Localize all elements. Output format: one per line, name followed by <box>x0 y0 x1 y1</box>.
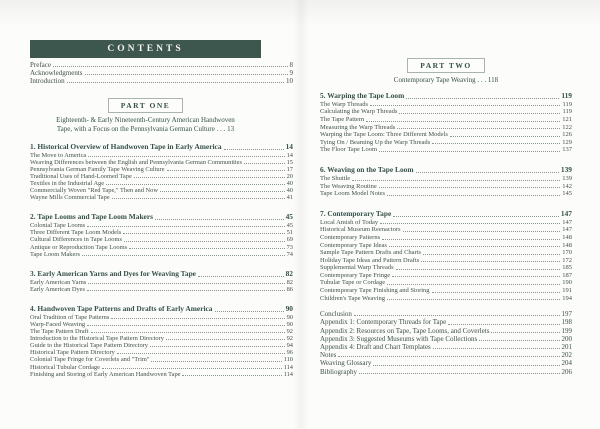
toc-subentry-title: Tape Loom Makers <box>30 250 80 258</box>
contents-banner: CONTENTS <box>30 40 261 58</box>
toc-subentry-title: Commercially Woven "Red Tape," Then and Now <box>30 187 158 195</box>
toc-subentry-page: 110 <box>283 356 293 364</box>
toc-subentry-title: Contemporary Tape Finishing and Storing <box>320 287 430 295</box>
dot-leader <box>370 105 561 106</box>
toc-subentry-title: The Warp Threads <box>320 100 368 108</box>
toc-subentry-title: Contemporary Tape Ideas <box>320 241 387 249</box>
toc-subentry-title: Tape Loom Model Notes <box>320 190 386 198</box>
toc-chapter-subentries <box>30 314 293 378</box>
toc-subentry <box>30 244 293 251</box>
dot-leader <box>397 128 560 129</box>
toc-subentry-page: 14 <box>286 151 293 159</box>
toc-chapter-heading <box>30 212 293 222</box>
toc-chapter-page: 45 <box>285 212 293 222</box>
toc-chapter <box>320 209 572 303</box>
toc-subentry <box>320 279 572 287</box>
dot-leader <box>182 375 281 376</box>
toc-subentry-page: 139 <box>562 174 572 182</box>
toc-subentry <box>30 356 293 363</box>
dot-leader <box>111 318 284 319</box>
right-page <box>320 55 572 376</box>
toc-subentry <box>320 287 572 295</box>
toc-subentry <box>30 180 293 187</box>
toc-subentry-page: 69 <box>286 236 293 244</box>
toc-entry-title: Preface <box>30 61 51 69</box>
toc-subentry-title: The Weaving Routine <box>320 182 377 190</box>
toc-subentry-title: Weaving Differences between the English and Pennsylvania German Communities <box>30 158 242 166</box>
dot-leader <box>491 332 559 333</box>
toc-subentry-page: 142 <box>562 182 572 190</box>
toc-chapter-title: 6. Weaving on the Tape Loom <box>320 164 414 174</box>
toc-backmatter-entry <box>320 351 572 359</box>
toc-chapter-title: 3. Early American Yarns and Dyes for Weaving Tape <box>30 268 196 278</box>
toc-subentry-page: 190 <box>562 279 572 287</box>
part-two-header <box>320 55 572 85</box>
toc-subentry-page: 86 <box>286 285 293 293</box>
dot-leader <box>124 241 285 242</box>
toc-entry-page: 8 <box>289 61 293 69</box>
toc-chapter <box>30 269 293 293</box>
toc-subentry-page: 121 <box>562 115 572 123</box>
dot-leader <box>338 356 559 357</box>
toc-subentry-page: 187 <box>562 271 572 279</box>
toc-backmatter-entry <box>320 359 572 367</box>
toc-entry-title: Appendix 4: Draft and Chart Templates <box>320 343 431 352</box>
toc-subentry <box>30 152 293 159</box>
part-one-label: PART ONE <box>108 98 184 113</box>
toc-subentry-title: Oral Tradition of Tape Patterns <box>30 313 110 321</box>
dot-leader <box>215 311 284 312</box>
toc-subentry-title: Cultural Differences in Tape Looms <box>30 236 122 244</box>
toc-subentry-page: 82 <box>286 278 293 286</box>
toc-chapter-page: 139 <box>560 164 572 174</box>
toc-subentry <box>320 108 572 116</box>
dot-leader <box>85 74 288 75</box>
toc-chapter <box>320 165 572 198</box>
dot-leader <box>393 216 559 217</box>
toc-subentry <box>30 279 293 286</box>
toc-entry-title: Appendix 3: Suggested Museums with Tape Collections <box>320 334 478 343</box>
toc-entry <box>30 77 293 85</box>
dot-leader <box>379 151 560 152</box>
toc-subentry <box>320 146 572 154</box>
toc-subentry-page: 119 <box>562 100 572 108</box>
toc-subentry-page: 90 <box>286 313 293 321</box>
dot-leader <box>450 136 560 137</box>
toc-subentry-page: 129 <box>562 138 572 146</box>
toc-subentry <box>320 249 572 257</box>
toc-subentry-title: Contemporary Tape Fringe <box>320 271 391 279</box>
toc-chapter <box>30 142 293 202</box>
toc-subentry-page: 92 <box>286 335 293 343</box>
toc-subentry-page: 126 <box>562 131 572 139</box>
toc-subentry <box>30 335 293 342</box>
toc-chapter-page: 82 <box>285 268 293 278</box>
toc-subentry <box>320 257 572 265</box>
toc-subentry <box>320 272 572 280</box>
dot-leader <box>224 149 284 150</box>
toc-chapter-title: 2. Tape Looms and Tape Loom Makers <box>30 212 153 222</box>
toc-backmatter-entry <box>320 310 572 318</box>
toc-subentry <box>30 328 293 335</box>
dot-leader <box>373 365 559 366</box>
dot-leader <box>479 340 559 341</box>
toc-chapter-title: 1. Historical Overview of Handwoven Tape in Early America <box>30 141 222 151</box>
toc-subentry-page: 185 <box>562 264 572 272</box>
dot-leader <box>87 290 285 291</box>
toc-chapter-heading <box>30 269 293 279</box>
dot-leader <box>433 348 560 349</box>
dot-leader <box>403 231 561 232</box>
toc-subentry <box>30 236 293 243</box>
toc-subentry-title: Early American Dyes <box>30 285 86 293</box>
toc-chapter <box>30 304 293 378</box>
toc-chapter-subentries <box>30 152 293 202</box>
dot-leader <box>448 324 559 325</box>
toc-entry-title: Notes <box>320 351 337 360</box>
toc-subentry <box>30 229 293 236</box>
dot-leader <box>87 325 285 326</box>
toc-chapter-heading <box>30 142 293 152</box>
toc-subentry-title: The Shuttle <box>320 174 351 182</box>
part-two-label: PART TWO <box>407 58 485 73</box>
toc-subentry <box>320 116 572 124</box>
toc-backmatter-entry <box>320 368 572 376</box>
toc-chapter-page: 90 <box>285 303 293 313</box>
toc-subentry <box>320 131 572 139</box>
toc-subentry-page: 51 <box>286 229 293 237</box>
toc-subentry-title: Historical Tubular Cordage <box>30 363 100 371</box>
toc-subentry <box>30 349 293 356</box>
toc-entry-title: Appendix 1: Contemporary Threads for Tape <box>320 318 447 327</box>
toc-entry-page: 198 <box>561 318 572 327</box>
toc-entry <box>30 61 293 69</box>
toc-subentry <box>30 321 293 328</box>
toc-chapter-subentries <box>30 222 293 257</box>
back-matter-list <box>320 310 572 376</box>
toc-chapter-heading <box>320 209 572 219</box>
left-chapters <box>30 142 293 378</box>
toc-subentry-page: 15 <box>286 158 293 166</box>
toc-chapter-title: 5. Warping the Tape Loom <box>320 90 405 100</box>
toc-subentry <box>320 190 572 198</box>
toc-subentry-title: Children's Tape Weaving <box>320 294 385 302</box>
toc-subentry-page: 147 <box>562 218 572 226</box>
toc-subentry-page: 73 <box>286 243 293 251</box>
toc-entry-page: 9 <box>289 69 293 77</box>
toc-subentry <box>320 226 572 234</box>
dot-leader <box>167 170 285 171</box>
toc-subentry-title: Local Amish of Today <box>320 218 379 226</box>
toc-subentry-page: 191 <box>562 287 572 295</box>
toc-subentry-page: 20 <box>286 172 293 180</box>
dot-leader <box>198 276 284 277</box>
dot-leader <box>352 180 560 181</box>
toc-chapter-subentries <box>320 175 572 198</box>
toc-subentry-title: Measuring the Warp Threads <box>320 123 396 131</box>
dot-leader <box>421 261 560 262</box>
toc-subentry <box>30 364 293 371</box>
toc-subentry-page: 145 <box>562 190 572 198</box>
toc-subentry-title: Early American Yarns <box>30 278 87 286</box>
part-two-title: Contemporary Tape Weaving . . . 118 <box>393 76 499 84</box>
toc-entry-title: Bibliography <box>320 367 357 376</box>
toc-subentry-page: 194 <box>562 294 572 302</box>
toc-subentry-title: Sample Tape Pattern Drafts and Charts <box>320 249 422 257</box>
toc-subentry-page: 92 <box>286 328 293 336</box>
dot-leader <box>88 283 284 284</box>
dot-leader <box>129 248 285 249</box>
dot-leader <box>123 233 284 234</box>
toc-subentry-title: Introduction to the Historical Tape Pattern Directory <box>30 335 164 343</box>
dot-leader <box>389 246 560 247</box>
toc-subentry <box>30 286 293 293</box>
toc-subentry-page: 148 <box>562 233 572 241</box>
toc-entry-title: Conclusion <box>320 310 352 319</box>
toc-subentry <box>30 314 293 321</box>
toc-entry-page: 202 <box>561 351 572 360</box>
toc-subentry <box>320 101 572 109</box>
dot-leader <box>244 163 285 164</box>
dot-leader <box>387 195 560 196</box>
toc-subentry-page: 170 <box>562 249 572 257</box>
toc-chapter-heading <box>320 91 572 101</box>
dot-leader <box>112 198 285 199</box>
dot-leader <box>67 82 284 83</box>
dot-leader <box>366 121 560 122</box>
toc-subentry-title: Holiday Tape Ideas and Pattern Drafts <box>320 256 420 264</box>
toc-chapter-page: 147 <box>560 208 572 218</box>
toc-subentry-title: Colonial Tape Fringe for Coverlets and "Trim" <box>30 356 150 364</box>
toc-subentry <box>30 159 293 166</box>
toc-subentry <box>320 264 572 272</box>
dot-leader <box>151 361 281 362</box>
dot-leader <box>155 219 284 220</box>
toc-chapter-heading <box>30 304 293 314</box>
toc-chapter-heading <box>320 165 572 175</box>
toc-subentry-title: Supplemental Warp Threads <box>320 264 394 272</box>
toc-subentry-title: Guide to the Historical Tape Pattern Directory <box>30 342 148 350</box>
dot-leader <box>382 239 560 240</box>
toc-subentry-page: 122 <box>562 123 572 131</box>
toc-subentry-page: 40 <box>286 179 293 187</box>
toc-subentry-title: Tying On / Beaming Up the Warp Threads <box>320 138 431 146</box>
toc-subentry-page: 74 <box>286 250 293 258</box>
dot-leader <box>82 255 285 256</box>
toc-entry-page: 204 <box>561 359 572 368</box>
toc-subentry-title: Wayne Mills Commercial Tape <box>30 194 110 202</box>
toc-entry-page: 197 <box>561 310 572 319</box>
toc-subentry-title: Finishing and Storing of Early American Handwoven Tape <box>30 370 181 378</box>
dot-leader <box>387 299 560 300</box>
toc-subentry <box>320 124 572 132</box>
toc-subentry-page: 40 <box>286 187 293 195</box>
toc-backmatter-entry <box>320 343 572 351</box>
toc-entry-title: Acknowledgments <box>30 69 83 77</box>
toc-subentry-title: The Floor Tape Loom <box>320 146 378 154</box>
toc-entry <box>30 69 293 77</box>
dot-leader <box>406 98 559 99</box>
toc-chapter-subentries <box>320 219 572 303</box>
toc-subentry <box>320 295 572 303</box>
toc-subentry-page: 90 <box>286 321 293 328</box>
toc-chapter-page: 14 <box>285 141 293 151</box>
toc-chapter-subentries <box>320 101 572 154</box>
toc-subentry <box>30 222 293 229</box>
dot-leader <box>379 187 560 188</box>
toc-subentry-page: 137 <box>562 146 572 154</box>
toc-subentry-page: 119 <box>562 108 572 116</box>
dot-leader <box>396 269 561 270</box>
dot-leader <box>399 113 560 114</box>
dot-leader <box>416 172 559 173</box>
toc-entry-page: 201 <box>561 343 572 352</box>
toc-subentry-page: 172 <box>562 256 572 264</box>
toc-subentry-title: The Tape Pattern Draft <box>30 328 89 336</box>
dot-leader <box>150 346 285 347</box>
toc-subentry-page: 148 <box>562 241 572 249</box>
toc-subentry-page: 114 <box>283 370 293 378</box>
toc-entry-page: 199 <box>561 326 572 335</box>
toc-subentry-title: Warp-Faced Weaving <box>30 321 86 328</box>
toc-subentry-title: Three Different Tape Loom Models <box>30 229 122 237</box>
toc-chapter <box>320 91 572 154</box>
toc-subentry-title: Contemporary Patterns <box>320 233 381 241</box>
dot-leader <box>117 353 285 354</box>
toc-subentry <box>320 175 572 183</box>
toc-subentry-page: 41 <box>286 194 293 202</box>
dot-leader <box>423 254 560 255</box>
toc-chapter-subentries <box>30 279 293 293</box>
toc-subentry-page: 17 <box>286 165 293 173</box>
toc-entry-page: 10 <box>286 77 293 85</box>
dot-leader <box>166 339 285 340</box>
toc-subentry <box>30 194 293 201</box>
page-gutter <box>293 0 309 429</box>
front-matter-list <box>30 61 293 85</box>
toc-subentry-title: Historical Museum Reenactors <box>320 226 401 234</box>
toc-entry-page: 206 <box>561 367 572 376</box>
toc-subentry-title: Historical Tape Pattern Directory <box>30 349 115 357</box>
toc-subentry-title: Tubular Tape or Cordage <box>320 279 386 287</box>
toc-backmatter-entry <box>320 327 572 335</box>
part-one-title-line1: Eighteenth- & Early Nineteenth-Century American Handwoven <box>56 116 235 124</box>
toc-entry-title: Introduction <box>30 77 65 85</box>
toc-entry-page: 200 <box>561 334 572 343</box>
toc-subentry-title: Pennsylvania German Family Tape Weaving Culture <box>30 165 165 173</box>
toc-subentry-title: Calculating the Warp Threads <box>320 108 398 116</box>
dot-leader <box>87 226 284 227</box>
toc-subentry <box>320 219 572 227</box>
toc-subentry <box>320 242 572 250</box>
toc-subentry-title: Warping the Tape Loom: Three Different Models <box>320 131 448 139</box>
dot-leader <box>392 276 560 277</box>
toc-subentry <box>30 166 293 173</box>
toc-backmatter-entry <box>320 318 572 326</box>
part-one-title <box>30 116 261 134</box>
toc-entry-title: Appendix 2: Resources on Tape, Tape Looms, and Coverlets <box>320 326 490 335</box>
toc-subentry-title: The Tape Pattern <box>320 115 365 123</box>
toc-subentry-page: 94 <box>286 342 293 350</box>
dot-leader <box>359 373 560 374</box>
dot-leader <box>88 156 284 157</box>
toc-subentry <box>30 173 293 180</box>
toc-backmatter-entry <box>320 335 572 343</box>
toc-subentry-title: Antique or Reproduction Tape Looms <box>30 243 128 251</box>
toc-subentry-page: 147 <box>562 226 572 234</box>
dot-leader <box>432 143 560 144</box>
toc-subentry-title: Textiles in the Industrial Age <box>30 179 105 187</box>
dot-leader <box>102 368 282 369</box>
dot-leader <box>91 332 285 333</box>
toc-subentry <box>30 187 293 194</box>
toc-subentry <box>30 342 293 349</box>
part-one-header <box>30 95 261 134</box>
dot-leader <box>354 315 560 316</box>
dot-leader <box>380 223 560 224</box>
dot-leader <box>432 292 561 293</box>
toc-subentry <box>320 139 572 147</box>
toc-subentry-page: 114 <box>283 363 293 371</box>
dot-leader <box>134 177 285 178</box>
dot-leader <box>387 284 560 285</box>
toc-chapter-title: 7. Contemporary Tape <box>320 208 392 218</box>
toc-subentry-title: The Move to America <box>30 151 87 159</box>
toc-subentry <box>320 183 572 191</box>
toc-subentry <box>320 234 572 242</box>
toc-chapter <box>30 212 293 257</box>
dot-leader <box>53 66 288 67</box>
toc-chapter-title: 4. Handwoven Tape Patterns and Drafts of Early America <box>30 303 213 313</box>
toc-chapter-page: 119 <box>561 90 572 100</box>
toc-subentry <box>30 251 293 258</box>
toc-subentry-title: Traditional Uses of Hand-Loomed Tape <box>30 172 132 180</box>
part-one-title-line2: Tape, with a Focus on the Pennsylvania German Culture . . . 13 <box>56 124 235 133</box>
toc-subentry-page: 45 <box>286 222 293 230</box>
toc-subentry <box>30 371 293 378</box>
dot-leader <box>106 184 285 185</box>
left-page <box>30 40 293 378</box>
toc-subentry-title: Colonial Tape Looms <box>30 222 86 230</box>
toc-subentry-page: 96 <box>286 349 293 357</box>
right-chapters <box>320 91 572 302</box>
dot-leader <box>160 191 285 192</box>
toc-entry-title: Weaving Glossary <box>320 359 372 368</box>
